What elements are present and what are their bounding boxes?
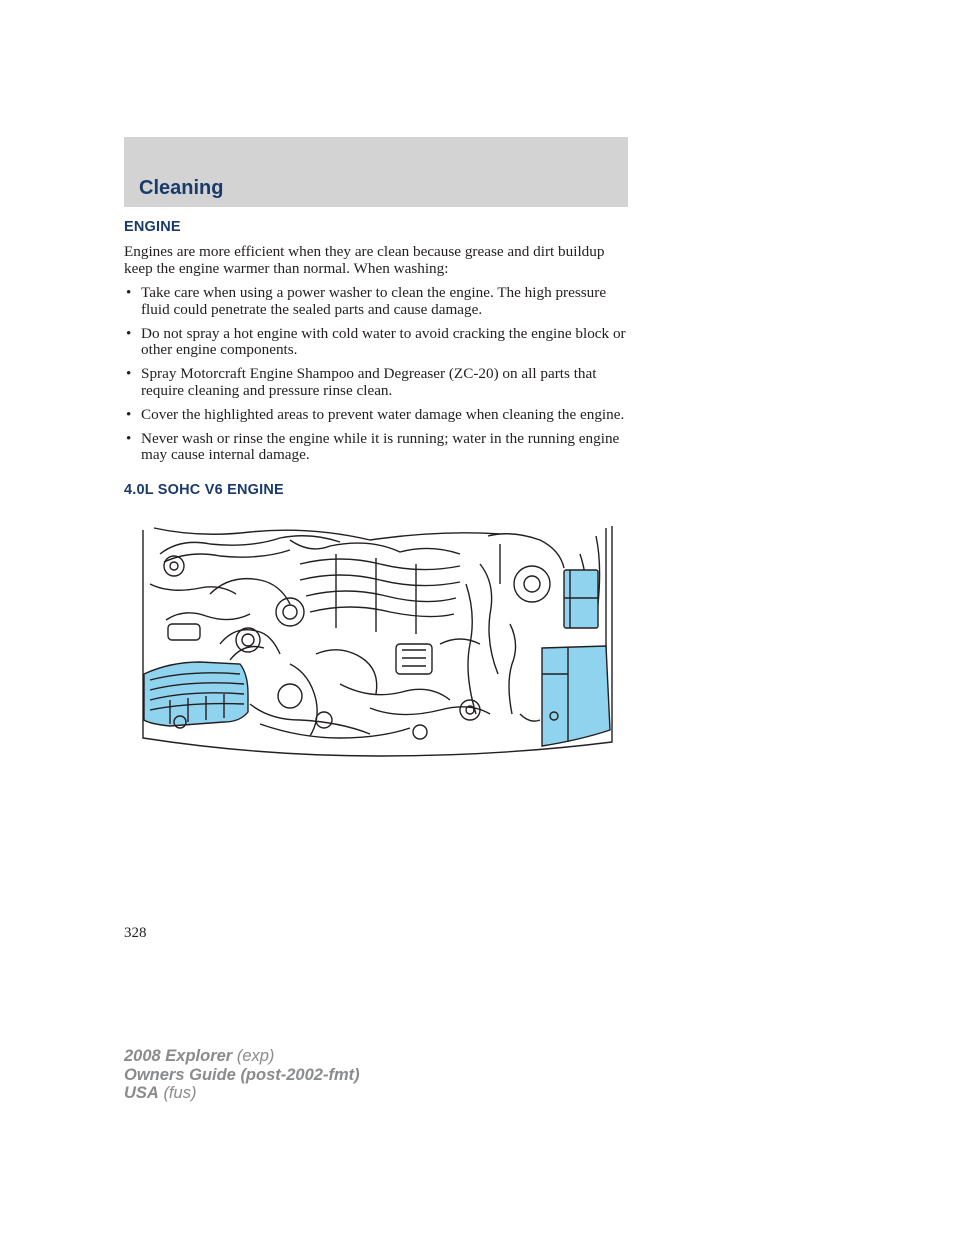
footer-line-market (124, 1084, 360, 1103)
footer-line-model (124, 1047, 360, 1066)
footer-market: USA (124, 1084, 159, 1102)
intro-paragraph: Engines are more efficient when they are clean because grease and dirt buildup keep the engine warmer than normal. When washing: (124, 243, 605, 277)
highlighted-areas (144, 570, 610, 746)
washing-tips-list (124, 285, 628, 464)
engine-compartment-illustration (140, 524, 616, 758)
power-distribution-box-highlight (542, 646, 610, 746)
footer-model-code: (exp) (236, 1047, 275, 1065)
page-number: 328 (124, 925, 147, 941)
list-item: • Spray Motorcraft Engine Shampoo and Degreaser (ZC-20) on all parts that require cleaning and pressure rinse clean. (124, 366, 628, 399)
footer-guide: Owners Guide (post-2002-fmt) (124, 1065, 360, 1084)
list-item: • Take care when using a power washer to clean the engine. The high pressure fluid could penetrate the sealed parts and cause damage. (124, 285, 628, 318)
main-content (124, 219, 628, 498)
engine-subheading: 4.0L SOHC V6 ENGINE (124, 481, 284, 498)
list-item: • Do not spray a hot engine with cold water to avoid cracking the engine block or other engine components. (124, 326, 628, 359)
fuse-box-highlight (564, 570, 598, 628)
footer-model: 2008 Explorer (124, 1047, 233, 1065)
document-footer (124, 1047, 360, 1103)
list-item: • Cover the highlighted areas to prevent water damage when cleaning the engine. (124, 407, 628, 424)
section-title: Cleaning (139, 177, 224, 199)
engine-heading: ENGINE (124, 219, 181, 235)
footer-market-code: (fus) (163, 1084, 197, 1102)
list-item: • Never wash or rinse the engine while it is running; water in the running engine may cause internal damage. (124, 431, 628, 464)
